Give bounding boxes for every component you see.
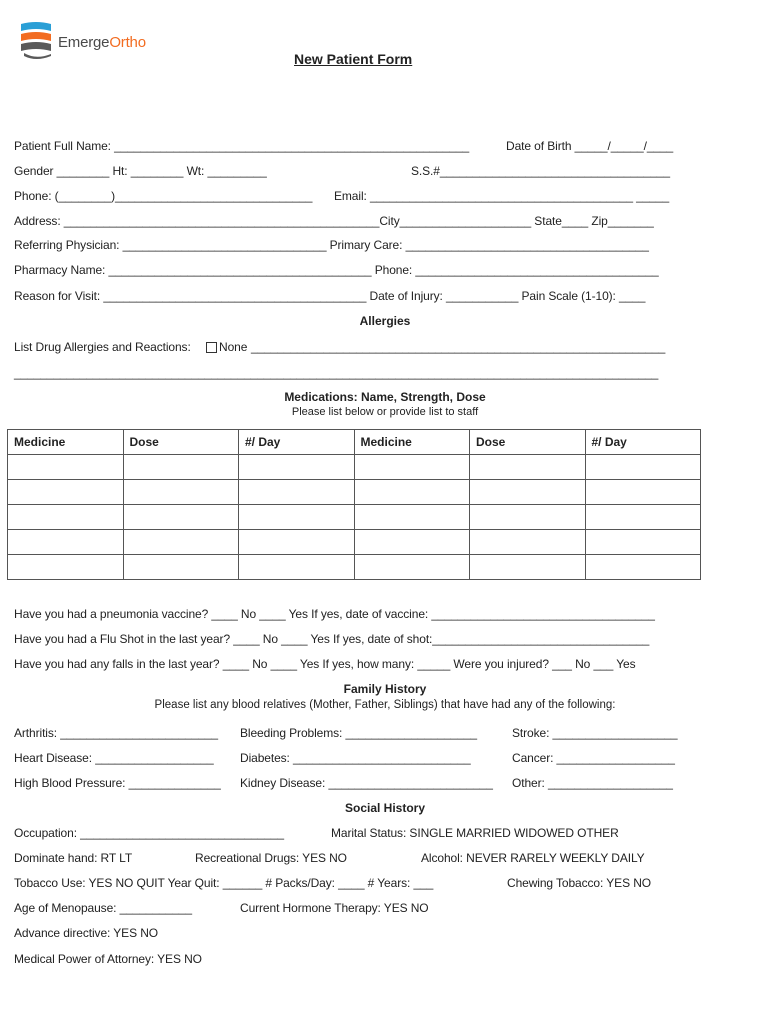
table-cell[interactable] [354, 530, 470, 555]
table-cell[interactable] [354, 480, 470, 505]
allergies-heading: Allergies [359, 314, 411, 328]
bleeding-problems-field[interactable]: Bleeding Problems: ____________________ [240, 726, 477, 740]
table-cell[interactable] [470, 555, 586, 580]
col-per-day-1: #/ Day [239, 430, 355, 455]
referring-physician-field[interactable]: Referring Physician: _______________________________ Primary Care: _____________________________________ [14, 238, 649, 252]
table-cell[interactable] [239, 530, 355, 555]
ssn-field[interactable]: S.S.#___________________________________ [411, 164, 670, 178]
table-cell[interactable] [123, 505, 239, 530]
cancer-field[interactable]: Cancer: __________________ [512, 751, 675, 765]
col-medicine-1: Medicine [8, 430, 124, 455]
table-cell[interactable] [8, 455, 124, 480]
table-row [8, 455, 701, 480]
alcohol-options[interactable]: Alcohol: NEVER RARELY WEEKLY DAILY [421, 851, 645, 865]
logo [18, 20, 168, 60]
family-history-heading: Family History [343, 682, 427, 696]
table-cell[interactable] [585, 555, 701, 580]
medical-power-of-attorney-options[interactable]: Medical Power of Attorney: YES NO [14, 952, 202, 966]
full-name-field[interactable]: Patient Full Name: ______________________________________________________ [14, 139, 470, 153]
tobacco-use-options[interactable]: Tobacco Use: YES NO QUIT Year Quit: ______ # Packs/Day: ____ # Years: ___ [14, 876, 434, 890]
diabetes-field[interactable]: Diabetes: ___________________________ [240, 751, 471, 765]
recreational-drugs-options[interactable]: Recreational Drugs: YES NO [195, 851, 347, 865]
medications-subheading: Please list below or provide list to staff [291, 406, 479, 418]
col-dose-1: Dose [123, 430, 239, 455]
other-field[interactable]: Other: ___________________ [512, 776, 673, 790]
table-row [8, 530, 701, 555]
marital-status-options[interactable]: Marital Status: SINGLE MARRIED WIDOWED OTHER [331, 826, 619, 840]
pneumonia-vaccine-question[interactable]: Have you had a pneumonia vaccine? ____ No ____ Yes If yes, date of vaccine: __________________________________ [14, 607, 655, 621]
table-row [8, 480, 701, 505]
table-header-row [8, 430, 701, 455]
chewing-tobacco-options[interactable]: Chewing Tobacco: YES NO [507, 876, 652, 890]
logo-text-ortho: Ortho [109, 34, 146, 51]
table-cell[interactable] [239, 480, 355, 505]
menopause-age-field[interactable]: Age of Menopause: ___________ [14, 901, 192, 915]
table-cell[interactable] [354, 505, 470, 530]
emergeortho-logo-icon [18, 20, 54, 60]
none-label: None [219, 340, 248, 354]
table-cell[interactable] [239, 505, 355, 530]
table-cell[interactable] [585, 530, 701, 555]
page-title: New Patient Form [294, 51, 413, 67]
table-cell[interactable] [8, 480, 124, 505]
pharmacy-field[interactable]: Pharmacy Name: ________________________________________ Phone: _____________________________________ [14, 263, 659, 277]
flu-shot-question[interactable]: Have you had a Flu Shot in the last year? ____ No ____ Yes If yes, date of shot:_________________________________ [14, 632, 650, 646]
logo-text-emerge: Emerge [58, 34, 110, 51]
family-history-subheading: Please list any blood relatives (Mother, Father, Siblings) that have had any of the following: [154, 699, 616, 711]
email-field[interactable]: Email: ________________________________________ _____ [334, 189, 670, 203]
table-cell[interactable] [585, 505, 701, 530]
occupation-field[interactable]: Occupation: _______________________________ [14, 826, 284, 840]
allergies-label: List Drug Allergies and Reactions: [14, 340, 191, 354]
allergies-input-line-1[interactable]: _______________________________________________________________ [251, 340, 666, 354]
advance-directive-options[interactable]: Advance directive: YES NO [14, 926, 159, 940]
col-per-day-2: #/ Day [585, 430, 701, 455]
kidney-disease-field[interactable]: Kidney Disease: _________________________ [240, 776, 493, 790]
social-history-heading: Social History [344, 801, 426, 815]
table-cell[interactable] [8, 505, 124, 530]
table-cell[interactable] [354, 555, 470, 580]
table-cell[interactable] [123, 455, 239, 480]
medications-heading: Medications: Name, Strength, Dose [284, 390, 486, 404]
high-blood-pressure-field[interactable]: High Blood Pressure: ______________ [14, 776, 221, 790]
table-cell[interactable] [585, 455, 701, 480]
table-cell[interactable] [239, 455, 355, 480]
none-checkbox[interactable] [206, 342, 217, 353]
table-cell[interactable] [123, 480, 239, 505]
table-cell[interactable] [354, 455, 470, 480]
dominate-hand-options[interactable]: Dominate hand: RT LT [14, 851, 133, 865]
arthritis-field[interactable]: Arthritis: ________________________ [14, 726, 219, 740]
stroke-field[interactable]: Stroke: ___________________ [512, 726, 678, 740]
reason-for-visit-field[interactable]: Reason for Visit: ________________________________________ Date of Injury: ___________ Pain Scale (1-10): ____ [14, 289, 646, 303]
table-cell[interactable] [8, 530, 124, 555]
gender-height-weight-field[interactable]: Gender ________ Ht: ________ Wt: _________ [14, 164, 267, 178]
table-cell[interactable] [8, 555, 124, 580]
table-cell[interactable] [585, 480, 701, 505]
table-row [8, 505, 701, 530]
falls-question[interactable]: Have you had any falls in the last year? ____ No ____ Yes If yes, how many: _____ Were you injured? ___ No ___ Yes [14, 657, 636, 671]
table-cell[interactable] [470, 480, 586, 505]
table-cell[interactable] [123, 555, 239, 580]
table-cell[interactable] [470, 530, 586, 555]
col-medicine-2: Medicine [354, 430, 470, 455]
table-cell[interactable] [123, 530, 239, 555]
col-dose-2: Dose [470, 430, 586, 455]
phone-field[interactable]: Phone: (________)______________________________ [14, 189, 313, 203]
table-row [8, 555, 701, 580]
heart-disease-field[interactable]: Heart Disease: __________________ [14, 751, 214, 765]
dob-field[interactable]: Date of Birth _____/_____/____ [506, 139, 674, 153]
table-cell[interactable] [470, 505, 586, 530]
address-field[interactable]: Address: ________________________________________________City____________________ State____ Zip_______ [14, 214, 654, 228]
medications-table [7, 429, 701, 580]
hormone-therapy-options[interactable]: Current Hormone Therapy: YES NO [240, 901, 429, 915]
table-cell[interactable] [239, 555, 355, 580]
allergies-input-line-2[interactable]: __________________________________________________________________________________________________ [14, 366, 659, 380]
table-cell[interactable] [470, 455, 586, 480]
